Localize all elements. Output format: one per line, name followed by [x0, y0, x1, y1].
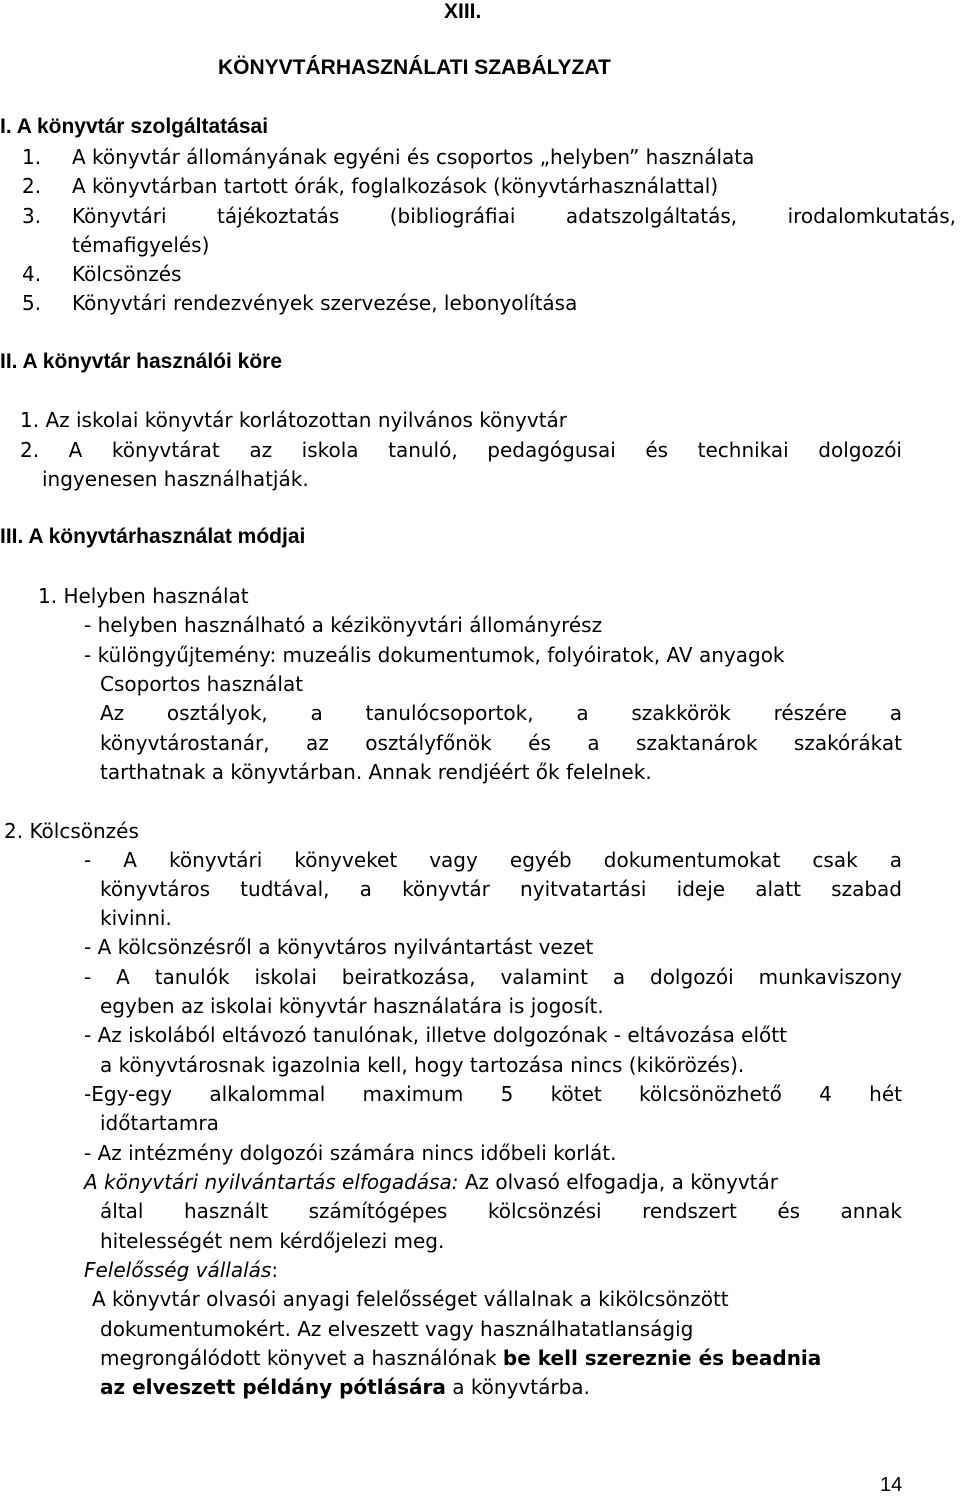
list-item-number: 4. [22, 262, 42, 286]
list-item: Könyvtári rendezvények szervezése, lebonyolítása [72, 291, 578, 315]
paragraph-line: A könyvtár olvasói anyagi felelősséget vállalnak a kikölcsönzött [92, 1287, 729, 1311]
list-item-continuation: ingyenesen használhatják. [42, 467, 309, 491]
list-item-continuation: témafigyelés) [72, 233, 210, 257]
section-3-heading: III. A könyvtárhasználat módjai [0, 525, 306, 548]
list-item-number: 1. [22, 145, 42, 169]
list-item: Kölcsönzés [72, 262, 182, 286]
plain-text: megrongálódott könyvet a használónak [100, 1346, 503, 1370]
paragraph-line: Az osztályok, a tanulócsoportok, a szakkörök részére a [100, 701, 902, 725]
responsibility-colon: : [271, 1258, 279, 1282]
list-item: A könyvtárban tartott órák, foglalkozások (könyvtárhasználattal) [72, 174, 719, 198]
acceptance-label: A könyvtári nyilvántartás elfogadása: [84, 1170, 459, 1194]
list-item: Könyvtári tájékoztatás (bibliográfiai adatszolgáltatás, irodalomkutatás, [72, 204, 956, 228]
bullet-continuation: kivinni. [100, 906, 172, 930]
list-item-number: 3. [22, 204, 42, 228]
bullet-item: -Egy-egy alkalommal maximum 5 kötet kölcsönözhető 4 hét [84, 1082, 902, 1106]
subsection-heading: 1. Helyben használat [38, 584, 249, 608]
bullet-item: - Az intézmény dolgozói számára nincs időbeli korlát. [84, 1141, 617, 1165]
responsibility-label: Felelősség vállalás [84, 1258, 272, 1282]
chapter-number: XIII. [444, 0, 482, 23]
list-item-number: 5. [22, 291, 42, 315]
plain-text: a könyvtárba. [445, 1375, 590, 1399]
bullet-continuation: a könyvtárosnak igazolnia kell, hogy tartozása nincs (kikörözés). [100, 1053, 745, 1077]
list-item-number: 2. [22, 174, 42, 198]
paragraph-line: könyvtárostanár, az osztályfőnök és a szaktanárok szakórákat [100, 731, 902, 755]
bullet-continuation: időtartamra [100, 1111, 219, 1135]
bullet-item: - A tanulók iskolai beiratkozása, valamint a dolgozói munkaviszony [84, 965, 902, 989]
emphasis-text: az elveszett példány pótlására [100, 1375, 446, 1399]
bullet-item: - különgyűjtemény: muzeális dokumentumok, folyóiratok, AV anyagok [84, 643, 785, 667]
list-item: 2. A könyvtárat az iskola tanuló, pedagógusai és technikai dolgozói [20, 438, 902, 462]
section-1-heading: I. A könyvtár szolgáltatásai [0, 115, 269, 138]
document-title: KÖNYVTÁRHASZNÁLATI SZABÁLYZAT [218, 56, 611, 79]
bullet-continuation: egyben az iskolai könyvtár használatára is jogosít. [100, 994, 604, 1018]
list-item: A könyvtár állományának egyéni és csoportos „helyben” használata [72, 145, 755, 169]
paragraph-line: hitelességét nem kérdőjelezi meg. [100, 1229, 445, 1253]
paragraph-line: tarthatnak a könyvtárban. Annak rendjéért ők felelnek. [100, 760, 652, 784]
paragraph-line: dokumentumokért. Az elveszett vagy használhatatlanságig [100, 1317, 694, 1341]
section-2-heading: II. A könyvtár használói köre [0, 350, 283, 373]
list-item: 1. Az iskolai könyvtár korlátozottan nyilvános könyvtár [20, 408, 568, 432]
bullet-item: - Az iskolából eltávozó tanulónak, illetve dolgozónak - eltávozása előtt [84, 1023, 787, 1047]
acceptance-line [84, 1170, 778, 1194]
subsection-heading: 2. Kölcsönzés [4, 819, 139, 843]
paragraph-line [100, 1375, 590, 1399]
acceptance-text: Az olvasó elfogadja, a könyvtár [458, 1170, 778, 1194]
bullet-item: - A könyvtári könyveket vagy egyéb dokumentumokat csak a [84, 848, 902, 872]
page-number: 14 [880, 1474, 903, 1496]
bullet-item: - helyben használható a kézikönyvtári állományrész [84, 613, 603, 637]
emphasis-text: be kell szereznie és beadnia [502, 1346, 822, 1370]
paragraph-line [100, 1346, 821, 1370]
paragraph-line: által használt számítógépes kölcsönzési rendszert és annak [100, 1199, 902, 1223]
group-usage-heading: Csoportos használat [100, 672, 304, 696]
bullet-continuation: könyvtáros tudtával, a könyvtár nyitvatartási ideje alatt szabad [100, 877, 902, 901]
bullet-item: - A kölcsönzésről a könyvtáros nyilvántartást vezet [84, 935, 594, 959]
responsibility-heading [84, 1258, 278, 1282]
